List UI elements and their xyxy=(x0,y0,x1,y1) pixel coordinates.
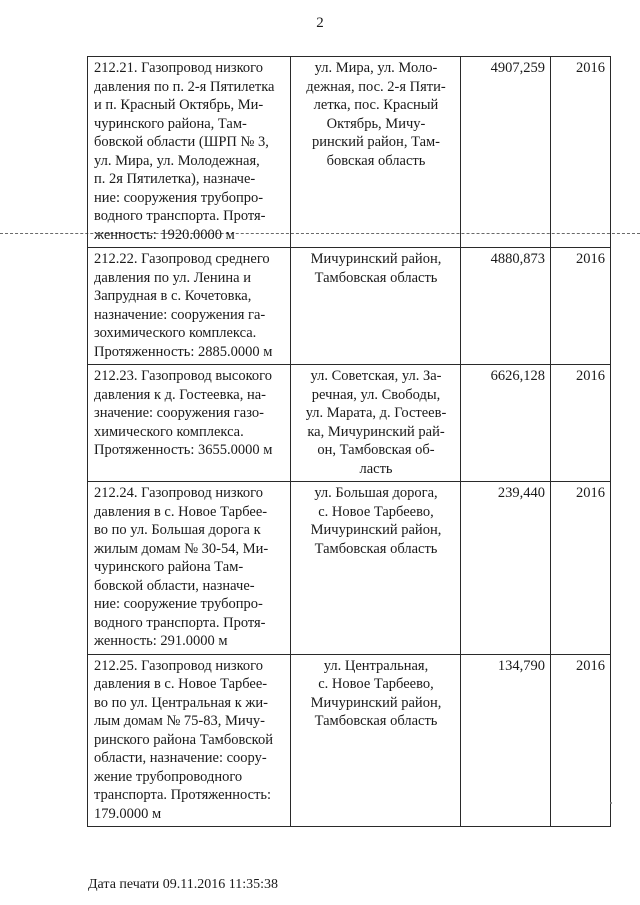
registry-table xyxy=(87,56,611,827)
object-name-cell: 212.24. Газопровод низкого давления в с. Новое Тарбее- во по ул. Большая дорога к жилым домам № 30-54, Ми- чуринского района Там- бовской области, назначе- ние: сооружение трубопро- водного транспорта. Протя- женность: 291.0000 м xyxy=(88,482,291,655)
value-cell: 4880,873 xyxy=(461,248,551,365)
table-row xyxy=(88,57,611,248)
scan-dot-mark xyxy=(610,802,612,804)
address-cell: ул. Большая дорога, с. Новое Тарбеево, Мичуринский район, Тамбовская область xyxy=(291,482,461,655)
table-row xyxy=(88,248,611,365)
address-cell: ул. Мира, ул. Моло- дежная, пос. 2-я Пяти- летка, пос. Красный Октябрь, Мичу- ринский район, Там- бовская область xyxy=(291,57,461,248)
value-cell: 6626,128 xyxy=(461,365,551,482)
address-cell: ул. Центральная, с. Новое Тарбеево, Мичуринский район, Тамбовская область xyxy=(291,654,461,827)
registry-table-container xyxy=(87,56,610,827)
year-cell: 2016 xyxy=(551,57,611,248)
object-name-cell: 212.25. Газопровод низкого давления в с. Новое Тарбее- во по ул. Центральная к жи- лым домам № 75-83, Мичу- ринского района Тамбовской области, назначение: соору- жение трубопроводного транспорта. Протяженность: 179.0000 м xyxy=(88,654,291,827)
table-row xyxy=(88,654,611,827)
object-name-cell: 212.23. Газопровод высокого давления к д. Гостеевка, на- значение: сооружения газо- химического комплекса. Протяженность: 3655.0000 м xyxy=(88,365,291,482)
value-cell: 4907,259 xyxy=(461,57,551,248)
year-cell: 2016 xyxy=(551,654,611,827)
value-cell: 239,440 xyxy=(461,482,551,655)
value-cell: 134,790 xyxy=(461,654,551,827)
object-name-cell: 212.22. Газопровод среднего давления по ул. Ленина и Запрудная в с. Кочетовка, назначение: сооружения га- зохимического комплекса. Протяженность: 2885.0000 м xyxy=(88,248,291,365)
year-cell: 2016 xyxy=(551,365,611,482)
table-row xyxy=(88,365,611,482)
address-cell: Мичуринский район, Тамбовская область xyxy=(291,248,461,365)
print-date: Дата печати 09.11.2016 11:35:38 xyxy=(88,877,279,892)
page-number: 2 xyxy=(316,15,324,31)
year-cell: 2016 xyxy=(551,482,611,655)
address-cell: ул. Советская, ул. За- речная, ул. Свободы, ул. Марата, д. Гостеев- ка, Мичуринский рай- он, Тамбовская об- ласть xyxy=(291,365,461,482)
object-name-cell: 212.21. Газопровод низкого давления по п. 2-я Пятилетка и п. Красный Октябрь, Ми- чуринского района, Там- бовской области (ШРП № 3, ул. Мира, ул. Молодежная, п. 2я Пятилетка), назначе- ние: сооружения трубопро- водного транспорта. Протя- женность: 1920.0000 м xyxy=(88,57,291,248)
year-cell: 2016 xyxy=(551,248,611,365)
table-row xyxy=(88,482,611,655)
